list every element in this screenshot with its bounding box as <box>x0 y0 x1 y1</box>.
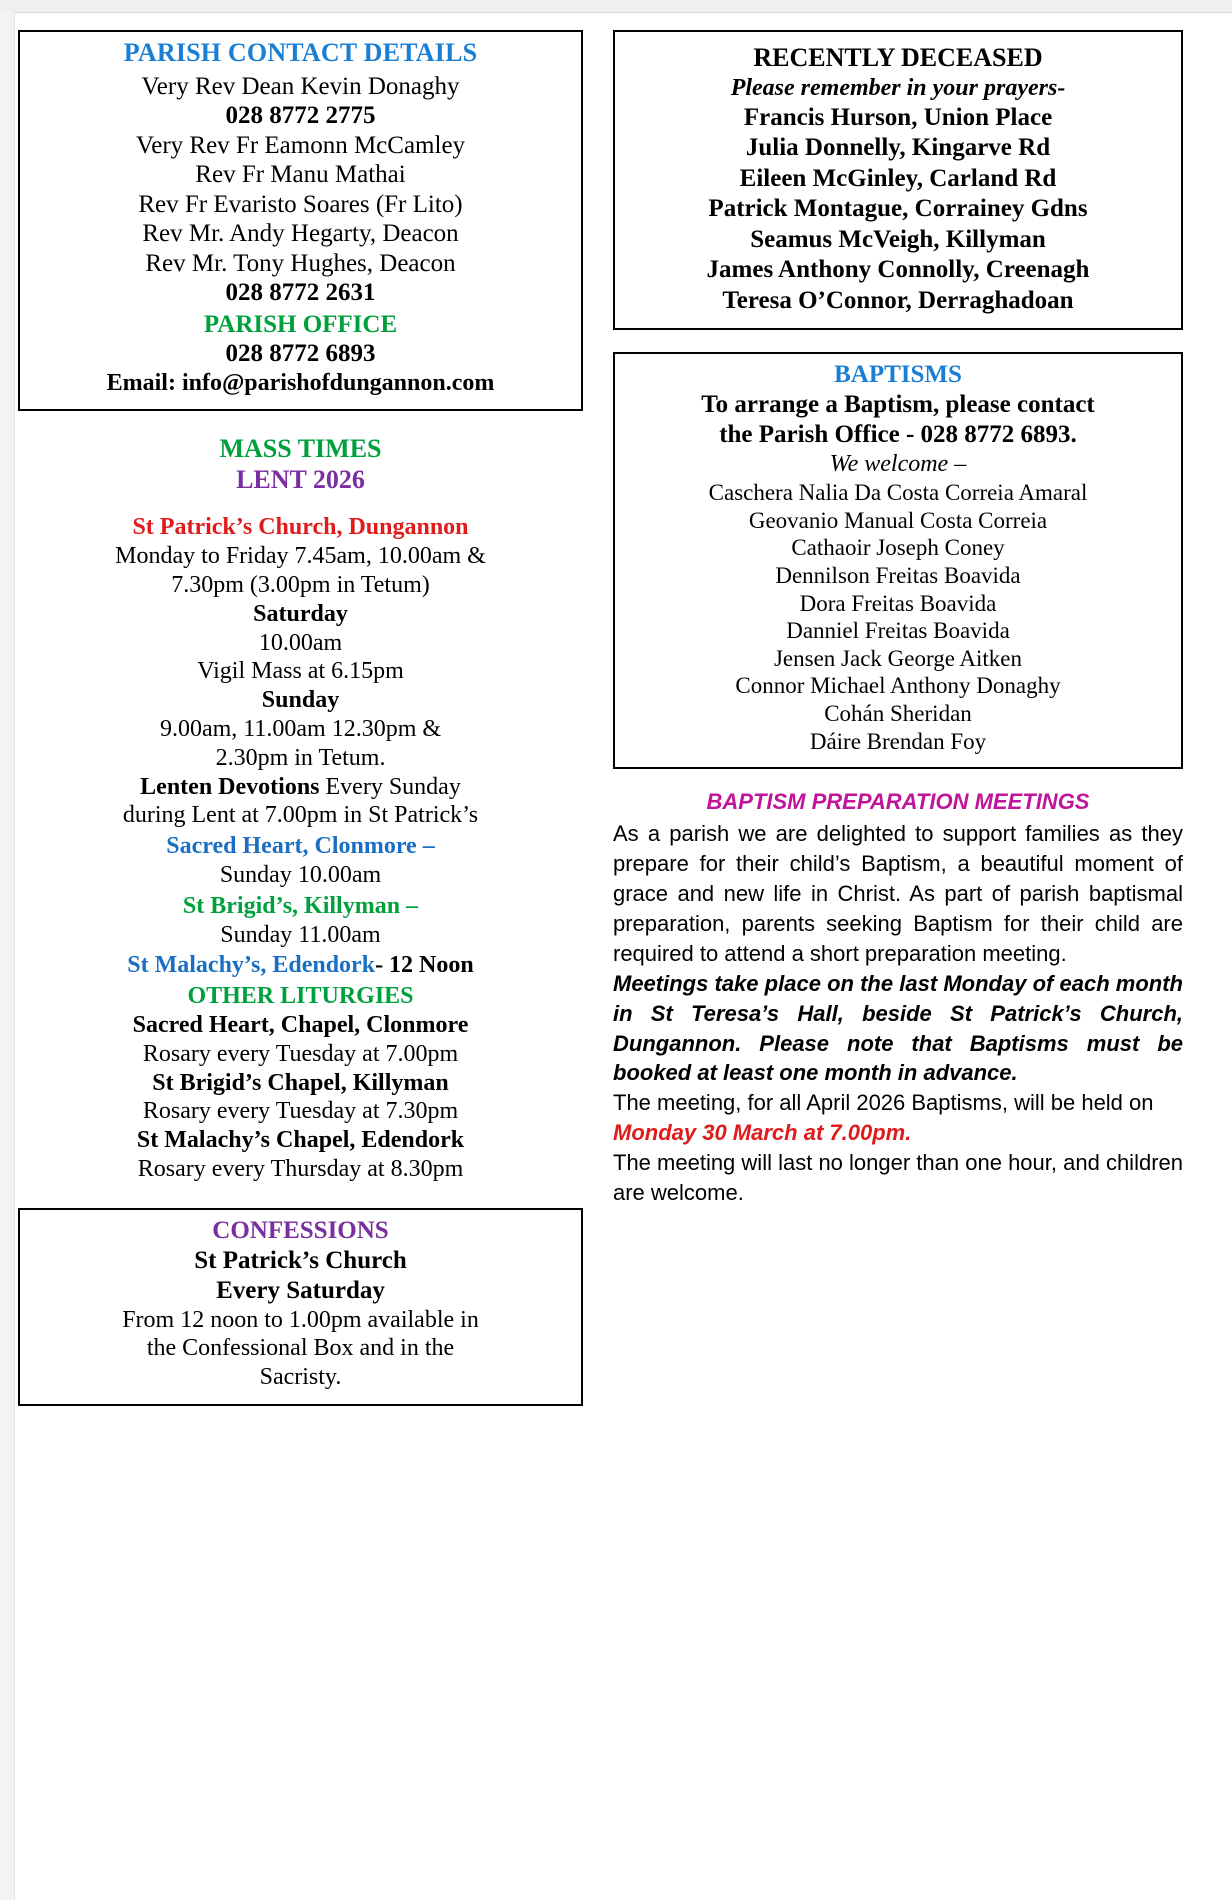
parish-office-label: PARISH OFFICE <box>203 310 398 338</box>
other-liturgy-place: Sacred Heart, Chapel, Clonmore <box>132 1011 469 1038</box>
confessions-when: Every Saturday <box>216 1276 385 1304</box>
baptism-name: Danniel Freitas Boavida <box>786 618 1010 644</box>
confessions-detail: From 12 noon to 1.00pm available in <box>122 1306 479 1333</box>
baptism-name: Cathaoir Joseph Coney <box>791 535 1005 561</box>
baptisms-welcome-label: We welcome – <box>829 451 967 478</box>
confessions-church: St Patrick’s Church <box>194 1246 407 1274</box>
mass-line: 7.30pm (3.00pm in Tetum) <box>171 571 430 598</box>
other-liturgies-title: OTHER LITURGIES <box>187 983 414 1010</box>
baptisms-lead-2: the Parish Office - 028 8772 6893. <box>719 421 1077 449</box>
baptism-name: Dennilson Freitas Boavida <box>775 563 1021 589</box>
deceased-name: James Anthony Connolly, Creenagh <box>706 256 1090 284</box>
bulletin-columns <box>18 30 1218 1406</box>
recently-deceased-box <box>613 30 1183 330</box>
mass-times-section <box>18 433 583 1184</box>
mass-times-subtitle: LENT 2026 <box>236 465 365 495</box>
mass-line: 2.30pm in Tetum. <box>215 744 386 771</box>
church-name-st-patricks: St Patrick’s Church, Dungannon <box>132 514 469 541</box>
left-edge-strip <box>0 12 15 1900</box>
lenten-devotions-line <box>18 773 583 802</box>
deceased-name: Teresa O’Connor, Derraghadoan <box>722 286 1074 314</box>
clergy-name: Very Rev Fr Eamonn McCamley <box>135 131 466 159</box>
st-malachys-edendork-label: St Malachy’s, Edendork <box>127 952 376 979</box>
baptism-prep-paragraph: The meeting will last no longer than one hour, and children are welcome. <box>613 1150 1183 1206</box>
recently-deceased-subtitle: Please remember in your prayers- <box>730 74 1066 101</box>
spacer <box>18 495 583 511</box>
confessions-detail: Sacristy. <box>259 1364 342 1391</box>
left-column <box>18 30 583 1406</box>
baptism-prep-title: BAPTISM PREPARATION MEETINGS <box>706 789 1090 815</box>
baptisms-title: BAPTISMS <box>834 361 962 389</box>
deceased-name: Julia Donnelly, Kingarve Rd <box>745 134 1051 162</box>
deceased-name: Seamus McVeigh, Killyman <box>750 225 1046 253</box>
other-liturgy-detail: Rosary every Thursday at 8.30pm <box>137 1155 464 1182</box>
baptism-preparation-section <box>613 789 1183 1208</box>
baptism-prep-paragraph: As a parish we are delighted to support families as they prepare for their child’s Baptism, a beautiful moment of grace and new life in Christ. As part of parish baptismal preparation, parents seeking Baptism for their child are required to attend a short preparation meeting. <box>613 821 1183 966</box>
parish-email: Email: info@parishofdungannon.com <box>106 369 495 396</box>
baptism-name: Connor Michael Anthony Donaghy <box>735 673 1061 699</box>
baptism-name: Dora Freitas Boavida <box>799 590 997 616</box>
church-name-sacred-heart-clonmore: Sacred Heart, Clonmore – <box>166 833 435 860</box>
church-name-st-brigids-killyman: St Brigid’s, Killyman – <box>182 892 419 919</box>
right-column <box>613 30 1183 1406</box>
recently-deceased-title: RECENTLY DECEASED <box>753 43 1043 72</box>
parish-phone-2: 028 8772 2631 <box>225 279 376 307</box>
baptism-name: Cohán Sheridan <box>824 701 972 727</box>
clergy-name: Very Rev Dean Kevin Donaghy <box>141 72 460 100</box>
baptism-name: Dáire Brendan Foy <box>809 728 987 754</box>
mass-line: Saturday <box>253 600 348 627</box>
confessions-box <box>18 1208 583 1406</box>
other-liturgy-detail: Rosary every Tuesday at 7.00pm <box>142 1040 459 1067</box>
baptism-prep-paragraph: Meetings take place on the last Monday of each month in St Teresa’s Hall, beside St Patrick’s Church, Dungannon. Please note that Baptisms must be booked at least one month in advance. <box>613 970 1183 1086</box>
deceased-name: Patrick Montague, Corrainey Gdns <box>708 195 1088 223</box>
baptisms-lead-1: To arrange a Baptism, please contact <box>701 391 1095 419</box>
other-liturgy-place: St Brigid’s Chapel, Killyman <box>152 1069 449 1096</box>
lenten-devotions-rest: Every Sunday <box>319 773 461 800</box>
baptisms-box <box>613 352 1183 769</box>
baptism-prep-meeting-date: Monday 30 March at 7.00pm. <box>613 1120 912 1146</box>
baptism-name: Jensen Jack George Aitken <box>773 645 1023 671</box>
parish-phone-1: 028 8772 2775 <box>225 102 376 130</box>
st-malachys-edendork-time: - 12 Noon <box>375 952 474 979</box>
confessions-detail: the Confessional Box and in the <box>146 1335 455 1362</box>
church-name-st-malachys-edendork <box>18 951 583 980</box>
mass-line: Monday to Friday 7.45am, 10.00am & <box>115 543 486 570</box>
clergy-name: Rev Mr. Tony Hughes, Deacon <box>145 249 456 277</box>
other-liturgy-place: St Malachy’s Chapel, Edendork <box>136 1127 465 1154</box>
clergy-name: Rev Mr. Andy Hegarty, Deacon <box>142 220 459 248</box>
baptism-name: Caschera Nalia Da Costa Correia Amaral <box>708 480 1088 506</box>
baptism-name: Geovanio Manual Costa Correia <box>748 507 1048 533</box>
mass-line: 10.00am <box>258 629 343 656</box>
parish-contact-title: PARISH CONTACT DETAILS <box>123 38 478 67</box>
mass-times-title: MASS TIMES <box>219 433 382 463</box>
lenten-devotions-label: Lenten Devotions <box>140 773 320 800</box>
top-strip <box>0 0 1232 13</box>
lenten-devotions-line-2: during Lent at 7.00pm in St Patrick’s <box>122 802 479 829</box>
baptism-prep-meeting-info: The meeting, for all April 2026 Baptisms, will be held on <box>613 1090 1154 1116</box>
other-liturgy-detail: Rosary every Tuesday at 7.30pm <box>142 1098 459 1125</box>
mass-line: 9.00am, 11.00am 12.30pm & <box>159 715 442 742</box>
mass-line: Sunday <box>261 687 340 714</box>
deceased-name: Francis Hurson, Union Place <box>743 103 1053 131</box>
deceased-name: Eileen McGinley, Carland Rd <box>739 164 1057 192</box>
sacred-heart-clonmore-time: Sunday 10.00am <box>219 861 382 888</box>
clergy-name: Rev Fr Evaristo Soares (Fr Lito) <box>138 190 463 218</box>
mass-line: Vigil Mass at 6.15pm <box>197 658 404 685</box>
clergy-name: Rev Fr Manu Mathai <box>195 161 406 189</box>
confessions-title: CONFESSIONS <box>212 1216 389 1244</box>
st-brigids-killyman-time: Sunday 11.00am <box>220 921 381 948</box>
parish-contact-box <box>18 30 583 411</box>
parish-office-phone: 028 8772 6893 <box>225 340 376 368</box>
